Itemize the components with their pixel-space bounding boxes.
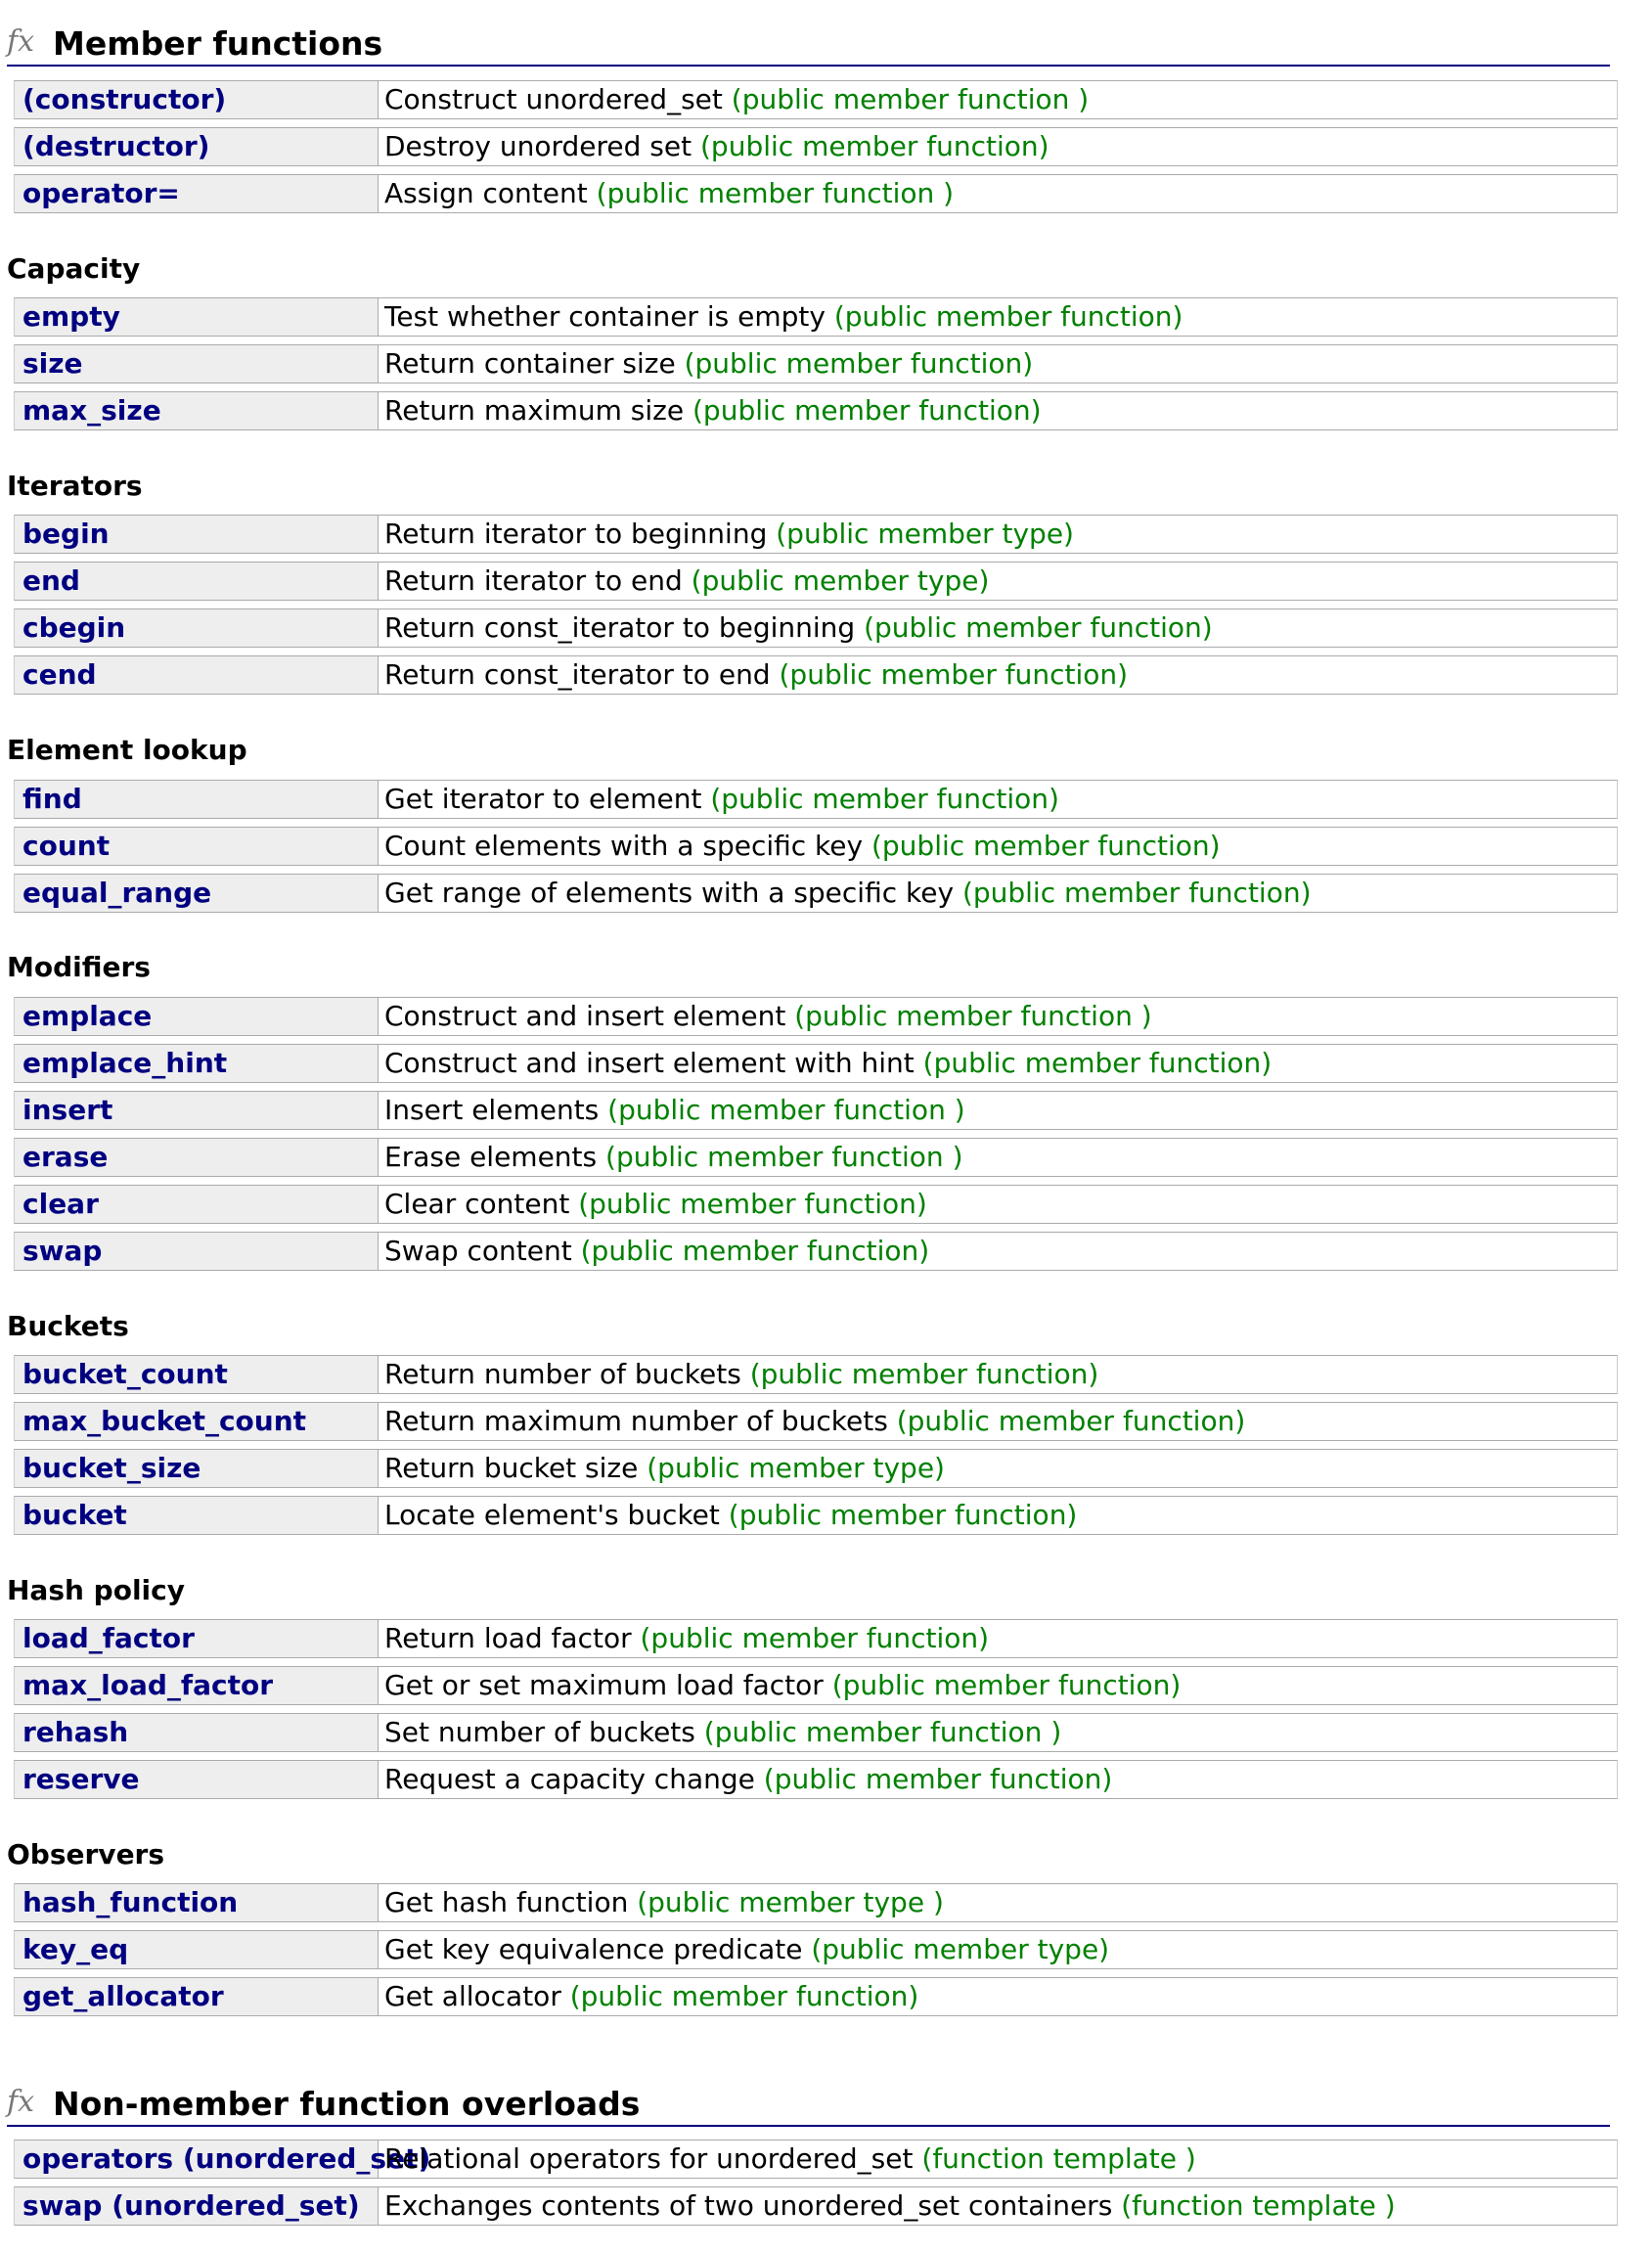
member-link[interactable]: count xyxy=(15,828,379,865)
description-text: Construct unordered_set xyxy=(384,83,723,115)
member-row-get-allocator xyxy=(14,1977,1618,2016)
member-description xyxy=(384,1714,1617,1751)
member-kind: (public member function) xyxy=(710,783,1059,815)
description-text: Return const_iterator to end xyxy=(384,658,771,691)
member-description xyxy=(384,2187,1617,2225)
member-link[interactable]: find xyxy=(15,781,379,818)
member-description xyxy=(384,1092,1617,1129)
member-row-empty xyxy=(14,297,1618,337)
member-link[interactable]: max_bucket_count xyxy=(15,1403,379,1440)
description-text: Get or set maximum load factor xyxy=(384,1669,824,1701)
member-kind: (public member function) xyxy=(700,130,1049,162)
member-row-equal-range xyxy=(14,874,1618,913)
member-description xyxy=(384,563,1617,600)
member-description xyxy=(384,998,1617,1035)
member-link[interactable]: emplace_hint xyxy=(15,1045,379,1082)
description-text: Count elements with a specific key xyxy=(384,830,864,862)
description-text: Assign content xyxy=(384,177,588,209)
member-description xyxy=(384,1186,1617,1223)
description-text: Return maximum number of buckets xyxy=(384,1405,888,1437)
description-text: Return load factor xyxy=(384,1622,632,1654)
member-kind: (public member function) xyxy=(779,658,1129,691)
member-kind: (public member function ) xyxy=(605,1141,963,1173)
group-title-observers: Observers xyxy=(7,1838,165,1870)
group-title-modifiers: Modifiers xyxy=(7,951,151,983)
member-row-constructor xyxy=(14,80,1618,119)
description-text: Return maximum size xyxy=(384,394,685,427)
member-description xyxy=(384,516,1617,553)
member-description xyxy=(384,1497,1617,1534)
member-row-hash-function xyxy=(14,1883,1618,1922)
member-kind: (public member type) xyxy=(776,518,1074,550)
member-description xyxy=(384,1620,1617,1657)
member-row-rehash xyxy=(14,1713,1618,1752)
member-link[interactable]: equal_range xyxy=(15,875,379,912)
member-description xyxy=(384,1045,1617,1082)
member-row-emplace-hint xyxy=(14,1044,1618,1083)
group-title-hash-policy: Hash policy xyxy=(7,1574,185,1606)
member-description xyxy=(384,128,1617,165)
member-kind: (public member function ) xyxy=(596,177,955,209)
description-text: Construct and insert element xyxy=(384,1000,786,1032)
member-link[interactable]: size xyxy=(15,345,379,383)
member-link[interactable]: begin xyxy=(15,516,379,553)
group-title-buckets: Buckets xyxy=(7,1310,129,1342)
member-row-operator xyxy=(14,174,1618,213)
member-link[interactable]: emplace xyxy=(15,998,379,1035)
section-title: Member functions xyxy=(53,24,383,63)
member-row-operators-unordered-set xyxy=(14,2140,1618,2179)
member-row-bucket-size xyxy=(14,1449,1618,1488)
member-description xyxy=(384,1931,1617,1968)
member-kind: (public member function ) xyxy=(607,1094,965,1126)
member-kind: (public member function) xyxy=(871,830,1221,862)
description-text: Insert elements xyxy=(384,1094,600,1126)
member-kind: (function template ) xyxy=(921,2142,1196,2175)
non-member-functions-header xyxy=(7,2068,1610,2127)
member-link[interactable]: bucket_size xyxy=(15,1450,379,1487)
member-kind: (function template ) xyxy=(1121,2189,1396,2222)
description-text: Swap content xyxy=(384,1235,572,1267)
member-description xyxy=(384,1450,1617,1487)
description-text: Clear content xyxy=(384,1188,570,1220)
member-row-swap-unordered-set xyxy=(14,2186,1618,2226)
member-kind: (public member function) xyxy=(728,1499,1078,1531)
member-row-size xyxy=(14,344,1618,383)
member-kind: (public member type) xyxy=(691,564,990,597)
member-description xyxy=(384,1233,1617,1270)
member-link[interactable]: swap xyxy=(15,1233,379,1270)
member-row-erase xyxy=(14,1138,1618,1177)
description-text: Erase elements xyxy=(384,1141,598,1173)
member-row-max-load-factor xyxy=(14,1666,1618,1705)
function-icon: fx xyxy=(7,24,35,59)
member-kind: (public member function) xyxy=(749,1358,1099,1390)
description-text: Destroy unordered set xyxy=(384,130,692,162)
member-description xyxy=(384,1667,1617,1704)
description-text: Return bucket size xyxy=(384,1452,639,1484)
member-kind: (public member function) xyxy=(580,1235,930,1267)
member-description xyxy=(384,175,1617,212)
member-row-key-eq xyxy=(14,1930,1618,1969)
member-link[interactable]: max_size xyxy=(15,392,379,429)
non-member-rows xyxy=(14,2140,1618,2233)
member-link[interactable]: max_load_factor xyxy=(15,1667,379,1704)
member-kind: (public member function) xyxy=(640,1622,990,1654)
member-link[interactable]: key_eq xyxy=(15,1931,379,1968)
member-row-end xyxy=(14,562,1618,601)
description-text: Get hash function xyxy=(384,1886,629,1918)
member-kind: (public member function) xyxy=(569,1980,919,2012)
description-text: Locate element's bucket xyxy=(384,1499,720,1531)
member-row-insert xyxy=(14,1091,1618,1130)
member-kind: (public member function ) xyxy=(794,1000,1152,1032)
description-text: Return iterator to beginning xyxy=(384,518,768,550)
member-description xyxy=(384,1884,1617,1921)
member-kind: (public member function) xyxy=(922,1047,1272,1079)
member-link[interactable]: hash_function xyxy=(15,1884,379,1921)
description-text: Exchanges contents of two unordered_set containers xyxy=(384,2189,1113,2222)
description-text: Get range of elements with a specific key xyxy=(384,877,955,909)
member-kind: (public member function) xyxy=(578,1188,927,1220)
member-row-destructor xyxy=(14,127,1618,166)
member-link[interactable]: operator= xyxy=(15,175,379,212)
member-row-max-size xyxy=(14,391,1618,430)
member-kind: (public member function) xyxy=(961,877,1312,909)
member-link[interactable]: swap (unordered_set) xyxy=(15,2187,379,2225)
member-row-find xyxy=(14,780,1618,819)
member-kind: (public member function) xyxy=(763,1763,1113,1795)
member-link[interactable]: bucket_count xyxy=(15,1356,379,1393)
modifiers-rows xyxy=(14,997,1618,1279)
member-kind: (public member function) xyxy=(684,347,1034,380)
member-link[interactable]: end xyxy=(15,563,379,600)
member-row-swap xyxy=(14,1232,1618,1271)
lookup-rows xyxy=(14,780,1618,921)
member-description xyxy=(384,2140,1617,2178)
member-description xyxy=(384,81,1617,118)
member-kind: (public member function) xyxy=(831,1669,1182,1701)
member-description xyxy=(384,392,1617,429)
member-link[interactable]: empty xyxy=(15,298,379,336)
member-description xyxy=(384,298,1617,336)
member-link[interactable]: bucket xyxy=(15,1497,379,1534)
member-link[interactable]: load_factor xyxy=(15,1620,379,1657)
member-row-load-factor xyxy=(14,1619,1618,1658)
iterators-rows xyxy=(14,515,1618,702)
description-text: Get allocator xyxy=(384,1980,561,2012)
description-text: Test whether container is empty xyxy=(384,300,826,333)
member-link[interactable]: get_allocator xyxy=(15,1978,379,2015)
member-row-max-bucket-count xyxy=(14,1402,1618,1441)
member-link[interactable]: cend xyxy=(15,656,379,694)
member-row-emplace xyxy=(14,997,1618,1036)
constructor-rows xyxy=(14,80,1618,221)
member-link[interactable]: clear xyxy=(15,1186,379,1223)
section-title: Non-member function overloads xyxy=(53,2085,641,2123)
member-kind: (public member type) xyxy=(647,1452,945,1484)
member-description xyxy=(384,1761,1617,1798)
description-text: Get iterator to element xyxy=(384,783,702,815)
description-text: Return const_iterator to beginning xyxy=(384,611,856,644)
member-kind: (public member type) xyxy=(811,1933,1110,1965)
function-icon: fx xyxy=(7,2085,35,2119)
member-row-bucket-count xyxy=(14,1355,1618,1394)
member-kind: (public member function) xyxy=(833,300,1183,333)
member-description xyxy=(384,828,1617,865)
member-functions-header xyxy=(7,8,1610,67)
description-text: Get key equivalence predicate xyxy=(384,1933,803,1965)
member-description xyxy=(384,1403,1617,1440)
member-row-cend xyxy=(14,655,1618,695)
description-text: Set number of buckets xyxy=(384,1716,695,1748)
member-link[interactable]: insert xyxy=(15,1092,379,1129)
observers-rows xyxy=(14,1883,1618,2024)
member-link[interactable]: reserve xyxy=(15,1761,379,1798)
description-text: Construct and insert element with hint xyxy=(384,1047,915,1079)
description-text: Relational operators for unordered_set xyxy=(384,2142,914,2175)
buckets-rows xyxy=(14,1355,1618,1543)
member-kind: (public member function ) xyxy=(731,83,1090,115)
member-link[interactable]: cbegin xyxy=(15,609,379,647)
member-row-count xyxy=(14,827,1618,866)
capacity-rows xyxy=(14,297,1618,438)
member-kind: (public member function ) xyxy=(703,1716,1062,1748)
member-description xyxy=(384,609,1617,647)
member-link[interactable]: rehash xyxy=(15,1714,379,1751)
member-link[interactable]: (destructor) xyxy=(15,128,379,165)
member-description xyxy=(384,1139,1617,1176)
group-title-iterators: Iterators xyxy=(7,470,143,502)
member-row-bucket xyxy=(14,1496,1618,1535)
member-row-begin xyxy=(14,515,1618,554)
member-link[interactable]: (constructor) xyxy=(15,81,379,118)
member-description xyxy=(384,781,1617,818)
hash-policy-rows xyxy=(14,1619,1618,1807)
description-text: Return iterator to end xyxy=(384,564,683,597)
member-link[interactable]: operators (unordered_set) xyxy=(15,2140,379,2178)
member-kind: (public member function) xyxy=(896,1405,1246,1437)
description-text: Request a capacity change xyxy=(384,1763,755,1795)
member-row-reserve xyxy=(14,1760,1618,1799)
member-kind: (public member type ) xyxy=(637,1886,944,1918)
member-row-cbegin xyxy=(14,608,1618,648)
member-row-clear xyxy=(14,1185,1618,1224)
member-description xyxy=(384,875,1617,912)
description-text: Return number of buckets xyxy=(384,1358,741,1390)
member-description xyxy=(384,1978,1617,2015)
member-kind: (public member function) xyxy=(692,394,1042,427)
group-title-element-lookup: Element lookup xyxy=(7,734,247,766)
group-title-capacity: Capacity xyxy=(7,252,141,285)
member-description xyxy=(384,345,1617,383)
member-description xyxy=(384,1356,1617,1393)
member-description xyxy=(384,656,1617,694)
member-link[interactable]: erase xyxy=(15,1139,379,1176)
member-kind: (public member function) xyxy=(864,611,1213,644)
description-text: Return container size xyxy=(384,347,676,380)
